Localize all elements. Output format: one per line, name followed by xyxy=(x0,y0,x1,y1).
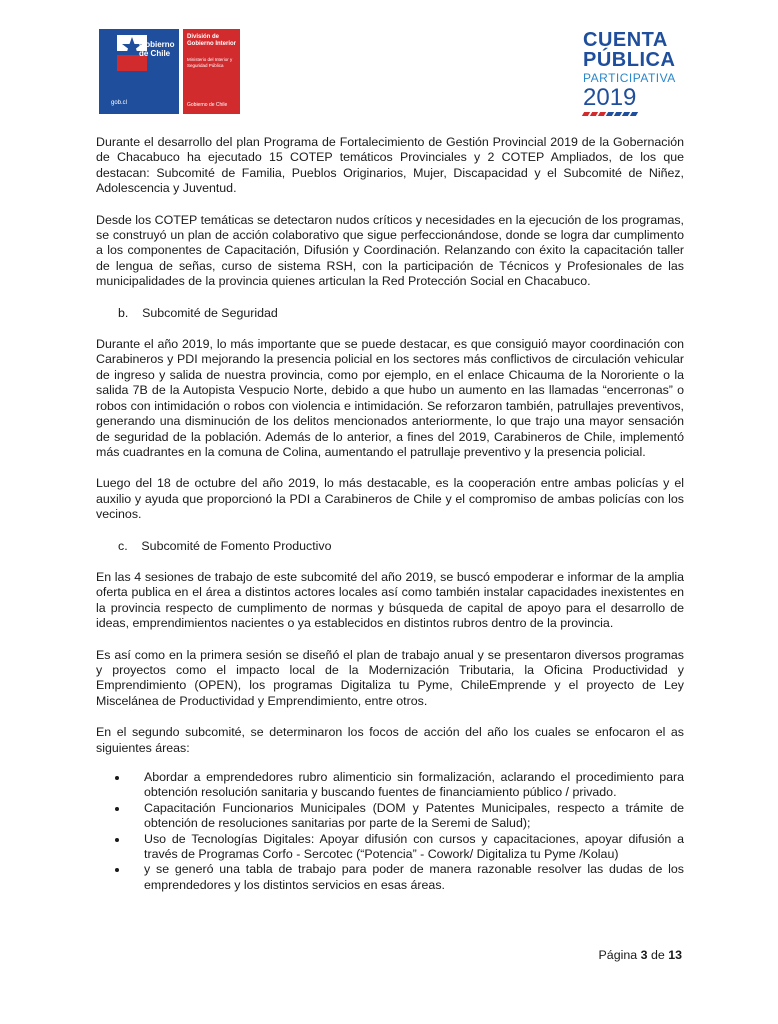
list-item: Uso de Tecnologías Digitales: Apoyar difusión con cursos y capacitaciones, apoyar difusión a través de Programas Corfo - Sercotec (“Potencia” - Cowork/ Digitaliza tu Pyme /Kolau) xyxy=(96,832,684,863)
division-name: División de Gobierno Interior xyxy=(187,34,237,47)
cuenta-year: 2019 xyxy=(583,84,637,111)
page-header xyxy=(0,0,778,130)
cuenta-line3: PARTICIPATIVA xyxy=(583,71,676,85)
document-body xyxy=(96,135,684,893)
paragraph-octubre: Luego del 18 de octubre del año 2019, lo más destacable, es la cooperación entre ambas policías y el auxilio y ayuda que proporcionó la PDI a Carabineros de Chile y el compromiso de ambas policías con los vecinos. xyxy=(96,476,684,522)
cuenta-line1: CUENTA xyxy=(583,29,668,51)
gobierno-url: gob.cl xyxy=(111,100,128,106)
cuenta-publica-logo xyxy=(583,30,693,120)
cuenta-line2: PÚBLICA xyxy=(583,49,676,71)
division-footer: Gobierno de Chile xyxy=(187,102,228,108)
page-current: 3 xyxy=(640,948,648,962)
bullet-icon xyxy=(115,807,119,811)
paragraph-cotep-tematicas: Desde los COTEP temáticas se detectaron nudos críticos y necesidades en la ejecución de los programas, se construyó un plan de acción colaborativo que sigue perfeccionándose, donde se logra dar cumplimento a los componentes de Capacitación, Difusión y Coordinación. Relanzando con éxito la capacitación taller de lengua de señas, curso de sistema RSH, con la participación de Técnicos y Profesionales de las municipalidades de la provincia quienes articulan la Red Protección Social en Chacabuco. xyxy=(96,212,684,289)
paragraph-cotep: Durante el desarrollo del plan Programa de Fortalecimiento de Gestión Provincial 2019 de la Gobernación de Chacabuco ha ejecutado 15 COTEP temáticos Provinciales y 2 COTEP Ampliados, de los que destacan: Subcomité de Familia, Pueblos Originarios, Mujer, Discapacidad y el Subcomité de Niñez, Adolescencia y Juventud. xyxy=(96,135,684,196)
gobierno-logo xyxy=(99,29,179,114)
paragraph-sesiones: En las 4 sesiones de trabajo de este subcomité del año 2019, se buscó empoderar e informar de la amplia oferta publica en el área a distintos actores locales así como también instalar capacidades inexistentes en la provincia respecto de cumplimento de normas y búsqueda de capital de apoyo para el desarrollo de ideas, emprendimientos nacientes o ya establecidos en distintos rubros dentro de la provincia. xyxy=(96,569,684,631)
paragraph-segundo-subcomite: En el segundo subcomité, se determinaron los focos de acción del año los cuales se enfocaron el as siguientes áreas: xyxy=(96,725,684,755)
page-of: de xyxy=(650,948,665,962)
focus-areas-list xyxy=(96,770,684,893)
flag-stripe-icon xyxy=(583,112,643,116)
list-item: Abordar a emprendedores rubro alimenticio sin formalización, aclarando el procedimiento para obtención resolución sanitaria y buscando fuentes de financiamiento público / privado. xyxy=(96,770,684,801)
section-heading-seguridad: b. Subcomité de Seguridad xyxy=(118,305,278,320)
page-total: 13 xyxy=(668,948,682,962)
list-item: Capacitación Funcionarios Municipales (DOM y Patentes Municipales, respecto a trámite de obtención de resoluciones sanitarias por parte de la Seremi de Salud); xyxy=(96,801,684,832)
bullet-icon xyxy=(115,776,119,780)
bullet-icon xyxy=(115,838,119,842)
paragraph-seguridad: Durante el año 2019, lo más importante que se puede destacar, es que consiguió mayor coordinación con Carabineros y PDI mejorando la presencia policial en los sectores más conflictivos de circulación vehicular de ingreso y salida de nuestra provincia, como por ejemplo, en el enlace Chicauma de la Nororiente o la salida 7B de la Autopista Vespucio Norte, debido a que hubo un aumento en las llamadas “encerronas” o robos con intimidación o robos con violencia e intimidación. Se reforzaron también, patrullajes preventivos, generando una disminución de los delitos mencionados anteriormente, lo que trajo una mayor sensación de seguridad de la población. Además de lo anterior, a fines del 2019, Carabineros de Chile, implementó más cuadrantes en la comuna de Colina, aumentando el patrullaje preventivo y la presencia policial. xyxy=(96,337,684,459)
list-item: y se generó una tabla de trabajo para poder de manera razonable resolver las dudas de los emprendedores y los distintos servicios en esas áreas. xyxy=(96,862,684,893)
bullet-icon xyxy=(115,868,119,872)
page-number xyxy=(599,948,682,962)
page-word: Página xyxy=(598,948,638,962)
paragraph-primera-sesion: Es así como en la primera sesión se diseñó el plan de trabajo anual y se presentaron diversos programas y proyectos como el impacto local de la Modernización Tributaria, la Oficina Productividad y Emprendimiento (OPEN), los programas Digitaliza tu Pyme, ChileEmprende y el proyecto de Ley Miscelánea de Productividad y Emprendimiento, entre otros. xyxy=(96,647,684,708)
division-subtitle: Ministerio del Interior y Seguridad Pública xyxy=(187,57,233,68)
gobierno-name: Gobierno de Chile xyxy=(139,40,175,58)
division-logo xyxy=(183,29,240,114)
section-heading-fomento: c. Subcomité de Fomento Productivo xyxy=(118,538,332,553)
